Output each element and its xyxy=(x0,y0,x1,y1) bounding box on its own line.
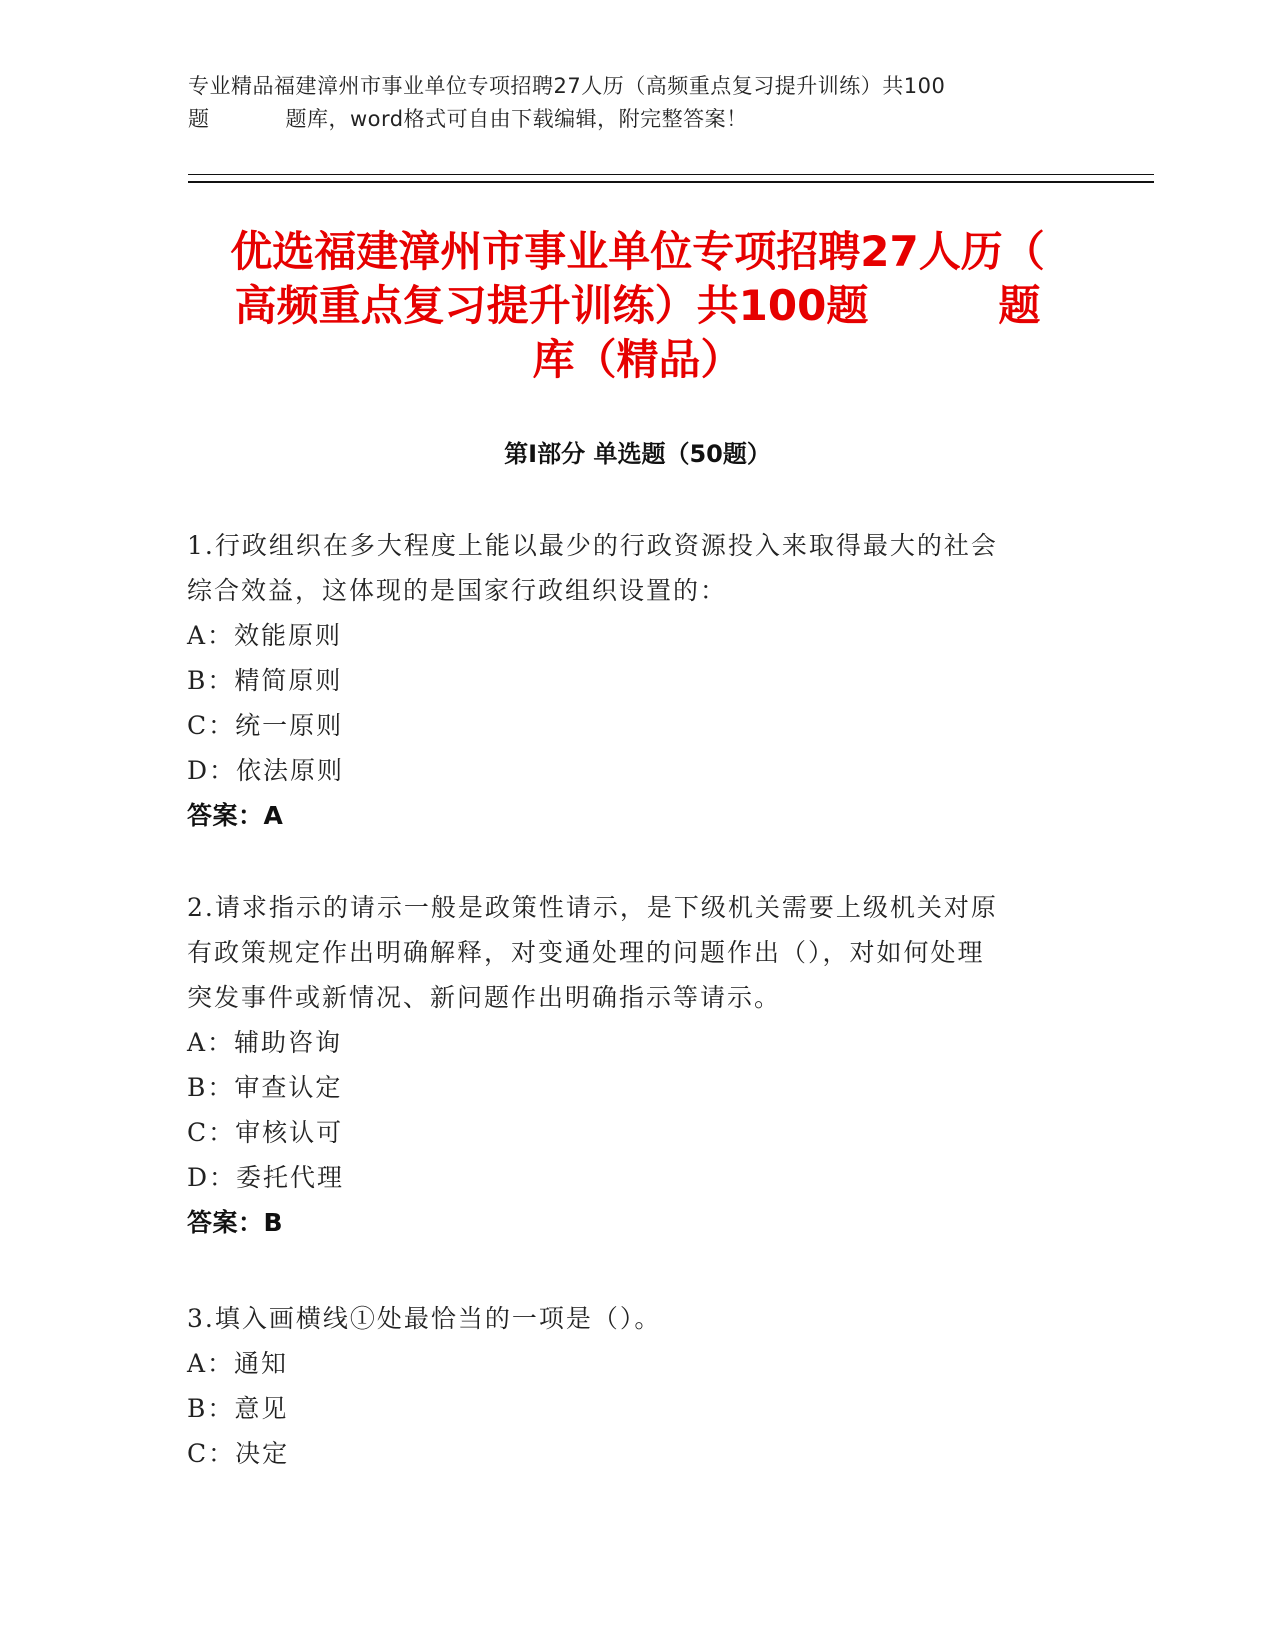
question-text-line: 2.请求指示的请示一般是政策性请示，是下级机关需要上级机关对原 xyxy=(187,893,998,922)
option-a: A：效能原则 xyxy=(187,621,343,650)
answer-line: 答案：B xyxy=(187,1208,284,1237)
title-line-3: 库（精品） xyxy=(532,335,743,384)
option-b: B：意见 xyxy=(187,1394,289,1423)
question-text-line: 综合效益，这体现的是国家行政组织设置的： xyxy=(187,576,728,605)
option-b: B：精简原则 xyxy=(187,666,343,695)
header-divider-thin xyxy=(188,174,1154,175)
option-b: B：审查认定 xyxy=(187,1073,343,1102)
option-d: D：依法原则 xyxy=(187,756,345,785)
header-divider-thick xyxy=(188,181,1154,183)
answer-line: 答案：A xyxy=(187,801,284,830)
question-text-line: 突发事件或新情况、新问题作出明确指示等请示。 xyxy=(187,983,782,1012)
option-a: A：通知 xyxy=(187,1349,289,1378)
question-text-line: 3.填入画横线①处最恰当的一项是（）。 xyxy=(187,1304,662,1333)
document-title xyxy=(175,225,1100,387)
section-heading: 第Ⅰ部分 单选题（50题） xyxy=(504,440,771,468)
option-d: D：委托代理 xyxy=(187,1163,345,1192)
question-block xyxy=(187,523,1067,838)
option-c: C：审核认可 xyxy=(187,1118,344,1147)
header-line-1: 专业精品福建漳州市事业单位专项招聘27人历（高频重点复习提升训练）共100 xyxy=(188,74,946,98)
option-c: C：统一原则 xyxy=(187,711,344,740)
question-block xyxy=(187,885,1067,1245)
header-line-2-start: 题 xyxy=(188,107,210,131)
option-a: A：辅助咨询 xyxy=(187,1028,343,1057)
title-line-2-start: 高频重点复习提升训练）共100题 xyxy=(234,281,869,330)
header-line-2-end: 题库，word格式可自由下载编辑，附完整答案！ xyxy=(285,107,748,131)
title-line-2-end: 题 xyxy=(998,281,1041,330)
document-header xyxy=(188,70,1088,136)
question-block xyxy=(187,1296,1067,1476)
question-text-line: 有政策规定作出明确解释，对变通处理的问题作出（），对如何处理 xyxy=(187,938,985,967)
title-line-1: 优选福建漳州市事业单位专项招聘27人历（ xyxy=(230,227,1045,276)
option-c: C：决定 xyxy=(187,1439,290,1468)
question-text-line: 1.行政组织在多大程度上能以最少的行政资源投入来取得最大的社会 xyxy=(187,531,998,560)
header-line-2 xyxy=(188,103,1088,136)
title-line-2 xyxy=(175,279,1100,333)
